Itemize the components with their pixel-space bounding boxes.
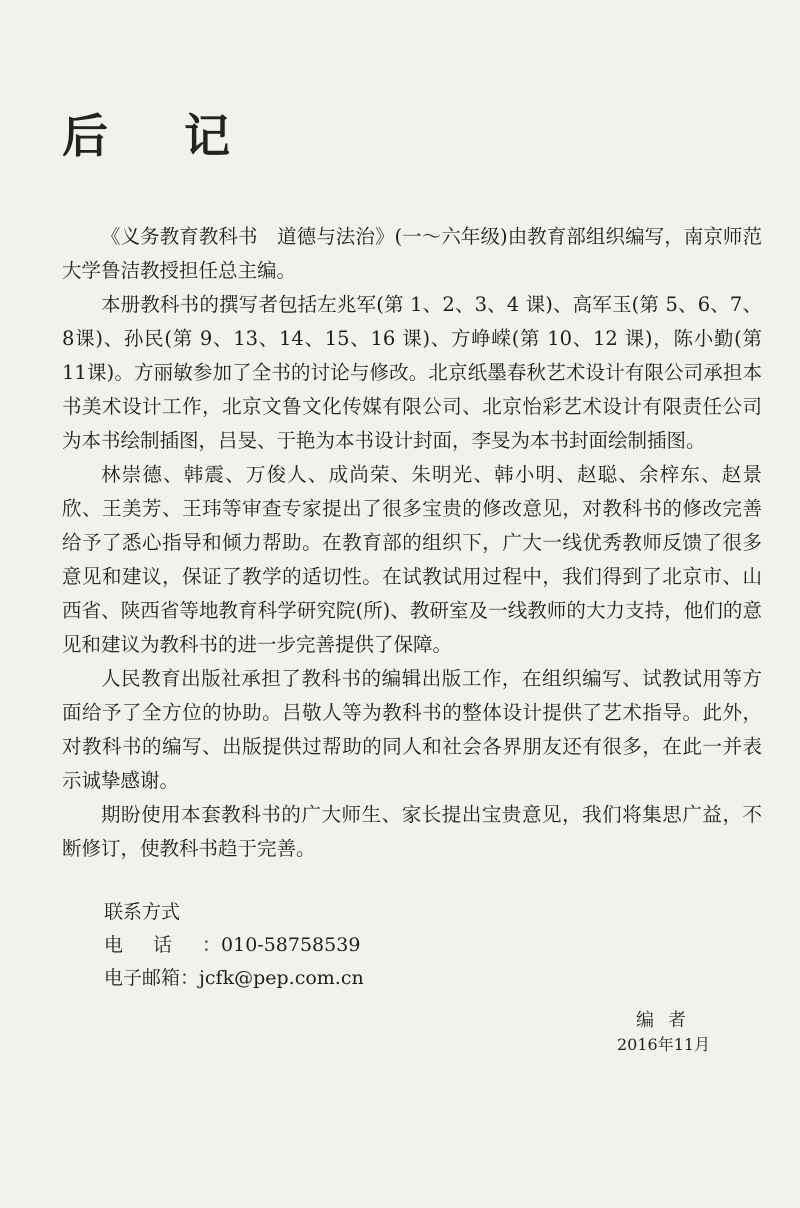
page-title: 后 记 (62, 109, 261, 163)
paragraph-closing: 期盼使用本套教科书的广大师生、家长提出宝贵意见，我们将集思广益，不断修订，使教科书趋于完善。 (62, 803, 762, 860)
contact-email (104, 962, 364, 995)
paragraph-intro: 《义务教育教科书 道德与法治》(一～六年级)由教育部组织编写，南京师范大学鲁洁教授担任总主编。 (62, 225, 762, 282)
contact-heading: 联系方式 (104, 901, 181, 923)
contact-info (104, 896, 364, 995)
afterword-body (62, 220, 762, 866)
email-value: ：jcfk@pep.com.cn (180, 967, 364, 989)
signature-author: 编者 (636, 1010, 700, 1031)
phone-value: ：010-58758539 (202, 934, 361, 956)
paragraph-reviewers: 林崇德、韩震、万俊人、成尚荣、朱明光、韩小明、赵聪、余梓东、赵景欣、王美芳、王玮等审查专家提出了很多宝贵的修改意见，对教科书的修改完善给予了悉心指导和倾力帮助。在教育部的组织下，广大一线优秀教师反馈了很多意见和建议，保证了教学的适切性。在试教试用过程中，我们得到了北京市、山西省、陕西省等地教育科学研究院(所)、教研室及一线教师的大力支持，他们的意见和建议为教科书的进一步完善提供了保障。 (62, 463, 762, 656)
email-label: 电子邮箱 (104, 967, 181, 989)
paragraph-publisher: 人民教育出版社承担了教科书的编辑出版工作，在组织编写、试教试用等方面给予了全方位的协助。吕敬人等为教科书的整体设计提供了艺术指导。此外，对教科书的编写、出版提供过帮助的同人和社会各界朋友还有很多，在此一并表示诚挚感谢。 (62, 667, 762, 792)
signature-date: 2016年11月 (617, 1035, 711, 1054)
contact-phone (104, 929, 364, 962)
paragraph-authors: 本册教科书的撰写者包括左兆军(第 1、2、3、4 课)、高军玉(第 5、6、7、8课)、孙民(第 9、13、14、15、16 课)、方峥嵘(第 10、12 课)，陈小勤(第 11课)。方丽敏参加了全书的讨论与修改。北京纸墨春秋艺术设计有限公司承担本书美术设计工作，北京文鲁文化传媒有限公司、北京怡彩艺术设计有限责任公司为本书绘制插图，吕旻、于艳为本书设计封面，李旻为本书封面绘制插图。 (62, 293, 762, 452)
phone-label: 电话 (104, 934, 203, 956)
